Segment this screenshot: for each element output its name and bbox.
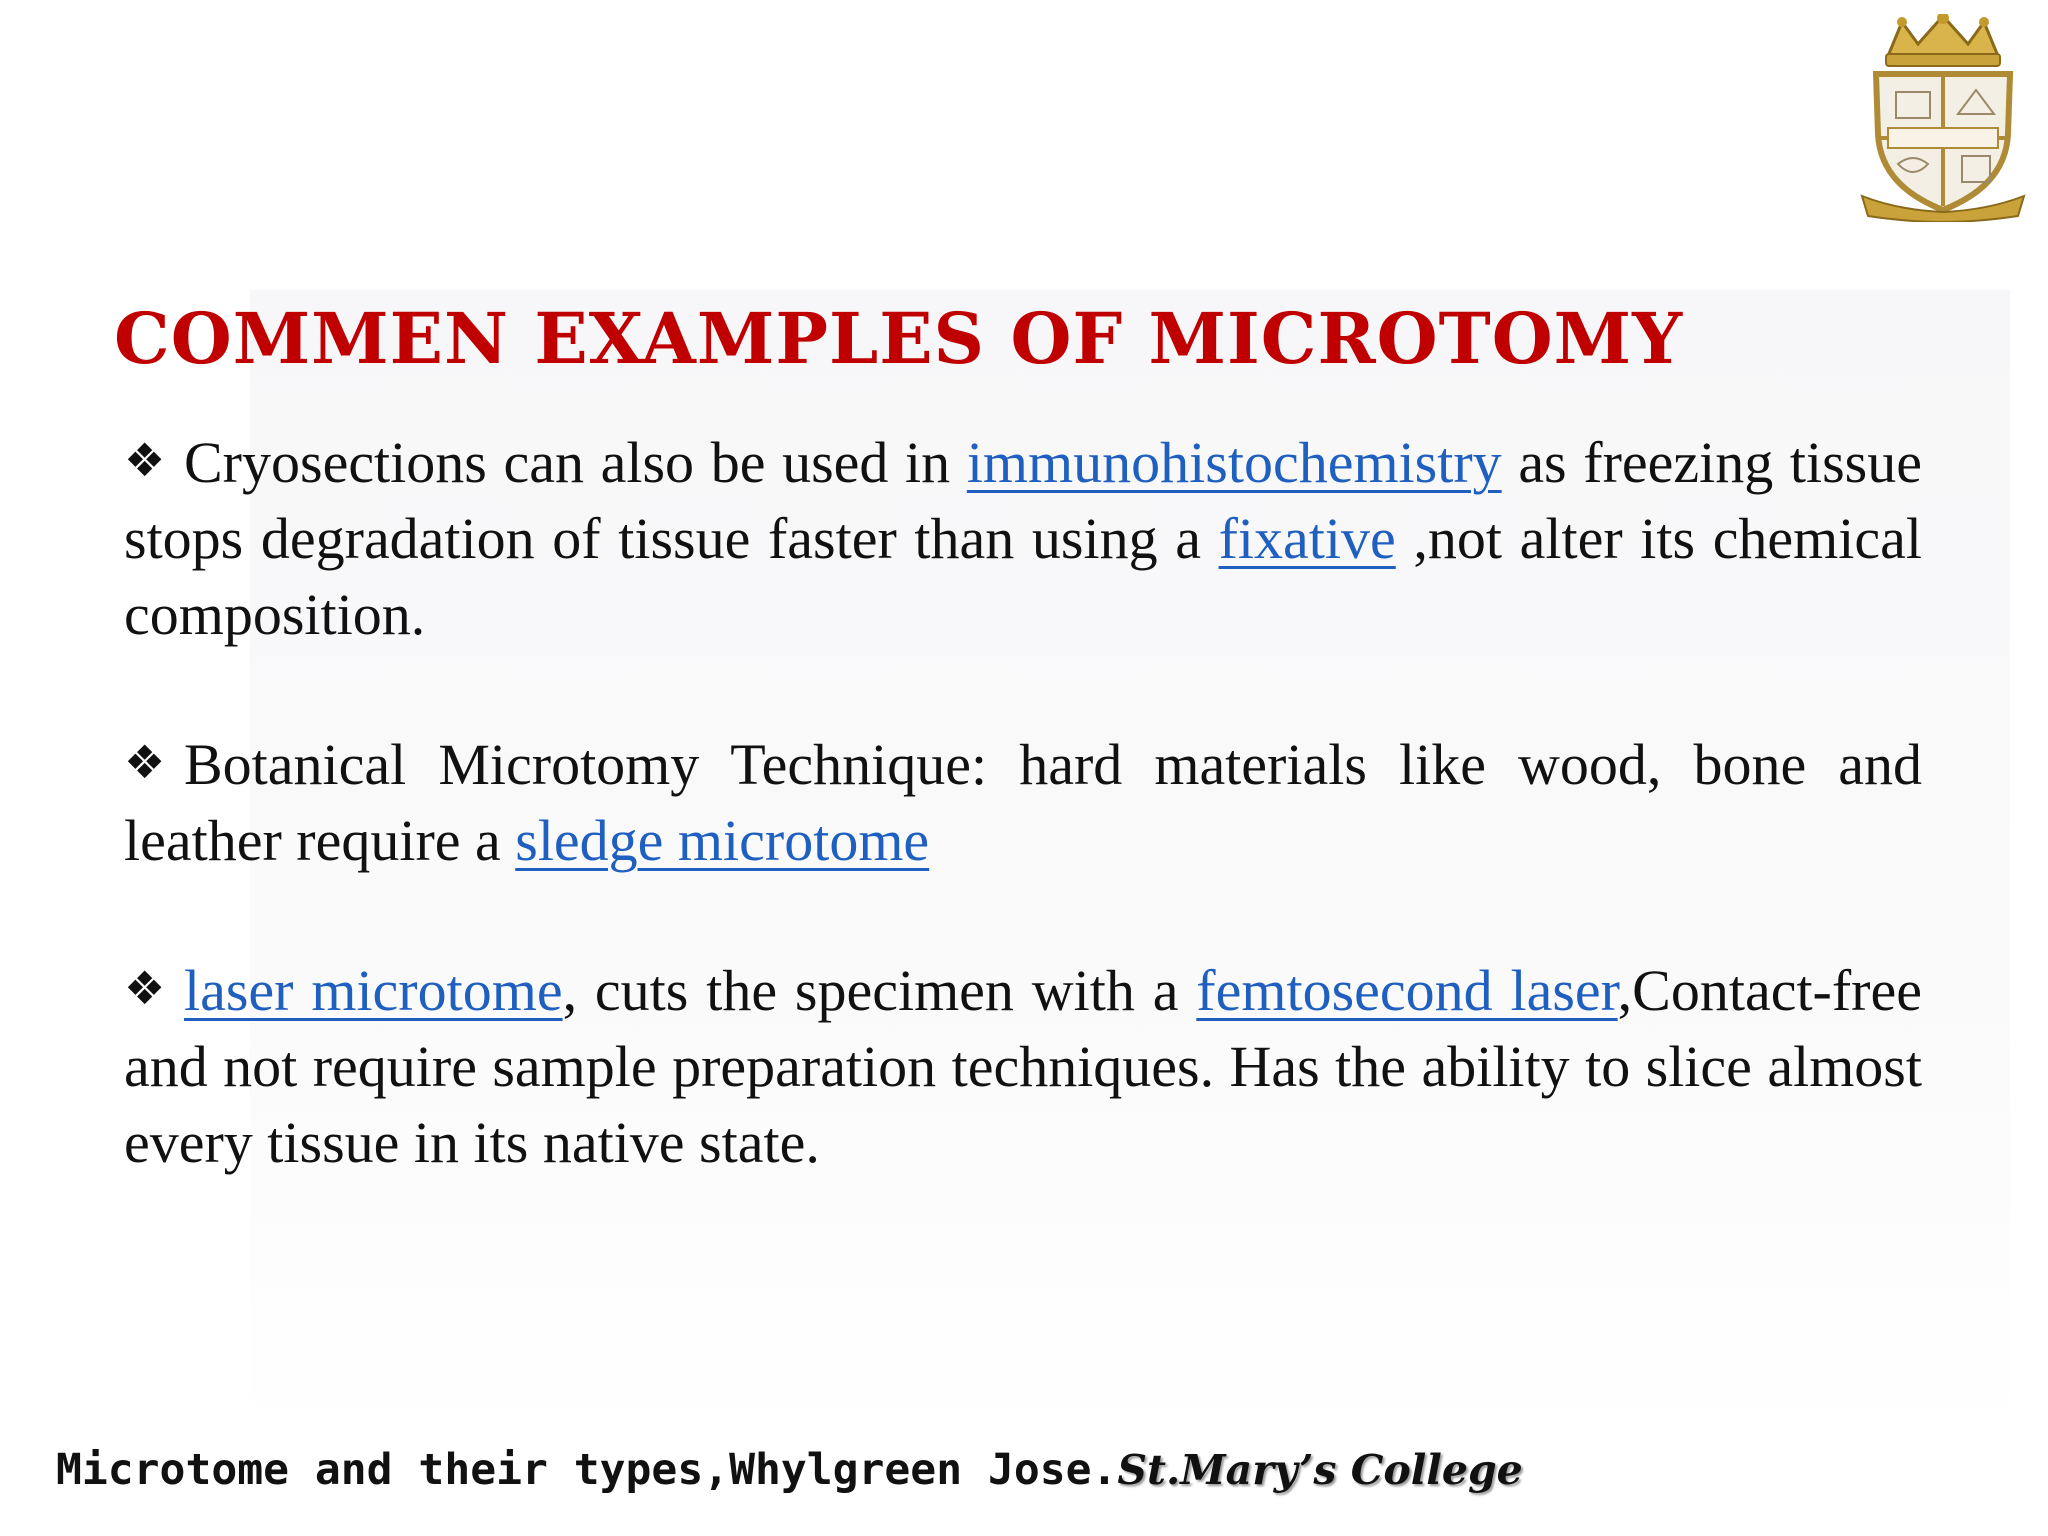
text-segment: ,not alter its chemical composition. xyxy=(124,506,1923,647)
footer xyxy=(56,1440,1523,1500)
shield-icon xyxy=(1876,74,2010,210)
text-segment: ,Contact-free and not require sample preparation techniques. Has the ability to slice almost every tissue in its native state. xyxy=(124,958,1922,1175)
text-segment: , cuts the specimen with a xyxy=(562,958,1197,1023)
paragraph-botanical-microtomy xyxy=(124,724,1922,879)
footer-credit: Microtome and their types,Whylgreen Jose. xyxy=(56,1445,1118,1495)
link-fixative[interactable]: fixative xyxy=(1218,506,1396,571)
link-immunohistochemistry[interactable]: immunohistochemistry xyxy=(966,430,1502,495)
text-segment: Cryosections can also be used in xyxy=(184,430,967,495)
diamond-bullet-icon: ❖ xyxy=(124,433,166,487)
diamond-bullet-icon: ❖ xyxy=(124,961,166,1015)
link-femtosecond-laser[interactable]: femtosecond laser xyxy=(1196,958,1618,1023)
college-crest-logo xyxy=(1858,14,2028,222)
footer-college-name: St.Mary’s College xyxy=(1117,1446,1523,1494)
diamond-bullet-icon: ❖ xyxy=(124,735,166,789)
slide-title: COMMEN EXAMPLES OF MICROTOMY xyxy=(114,297,1684,380)
link-laser-microtome[interactable]: laser microtome xyxy=(184,958,563,1023)
link-sledge-microtome[interactable]: sledge microtome xyxy=(515,808,930,873)
text-segment: as freezing tissue stops degradation of tissue faster than using a xyxy=(124,430,1923,571)
paragraph-cryosections xyxy=(124,422,1922,653)
crown-icon xyxy=(1886,14,2000,66)
paragraph-laser-microtome xyxy=(124,950,1922,1181)
text-segment: Botanical Microtomy Technique: hard materials like wood, bone and leather require a xyxy=(124,732,1922,873)
